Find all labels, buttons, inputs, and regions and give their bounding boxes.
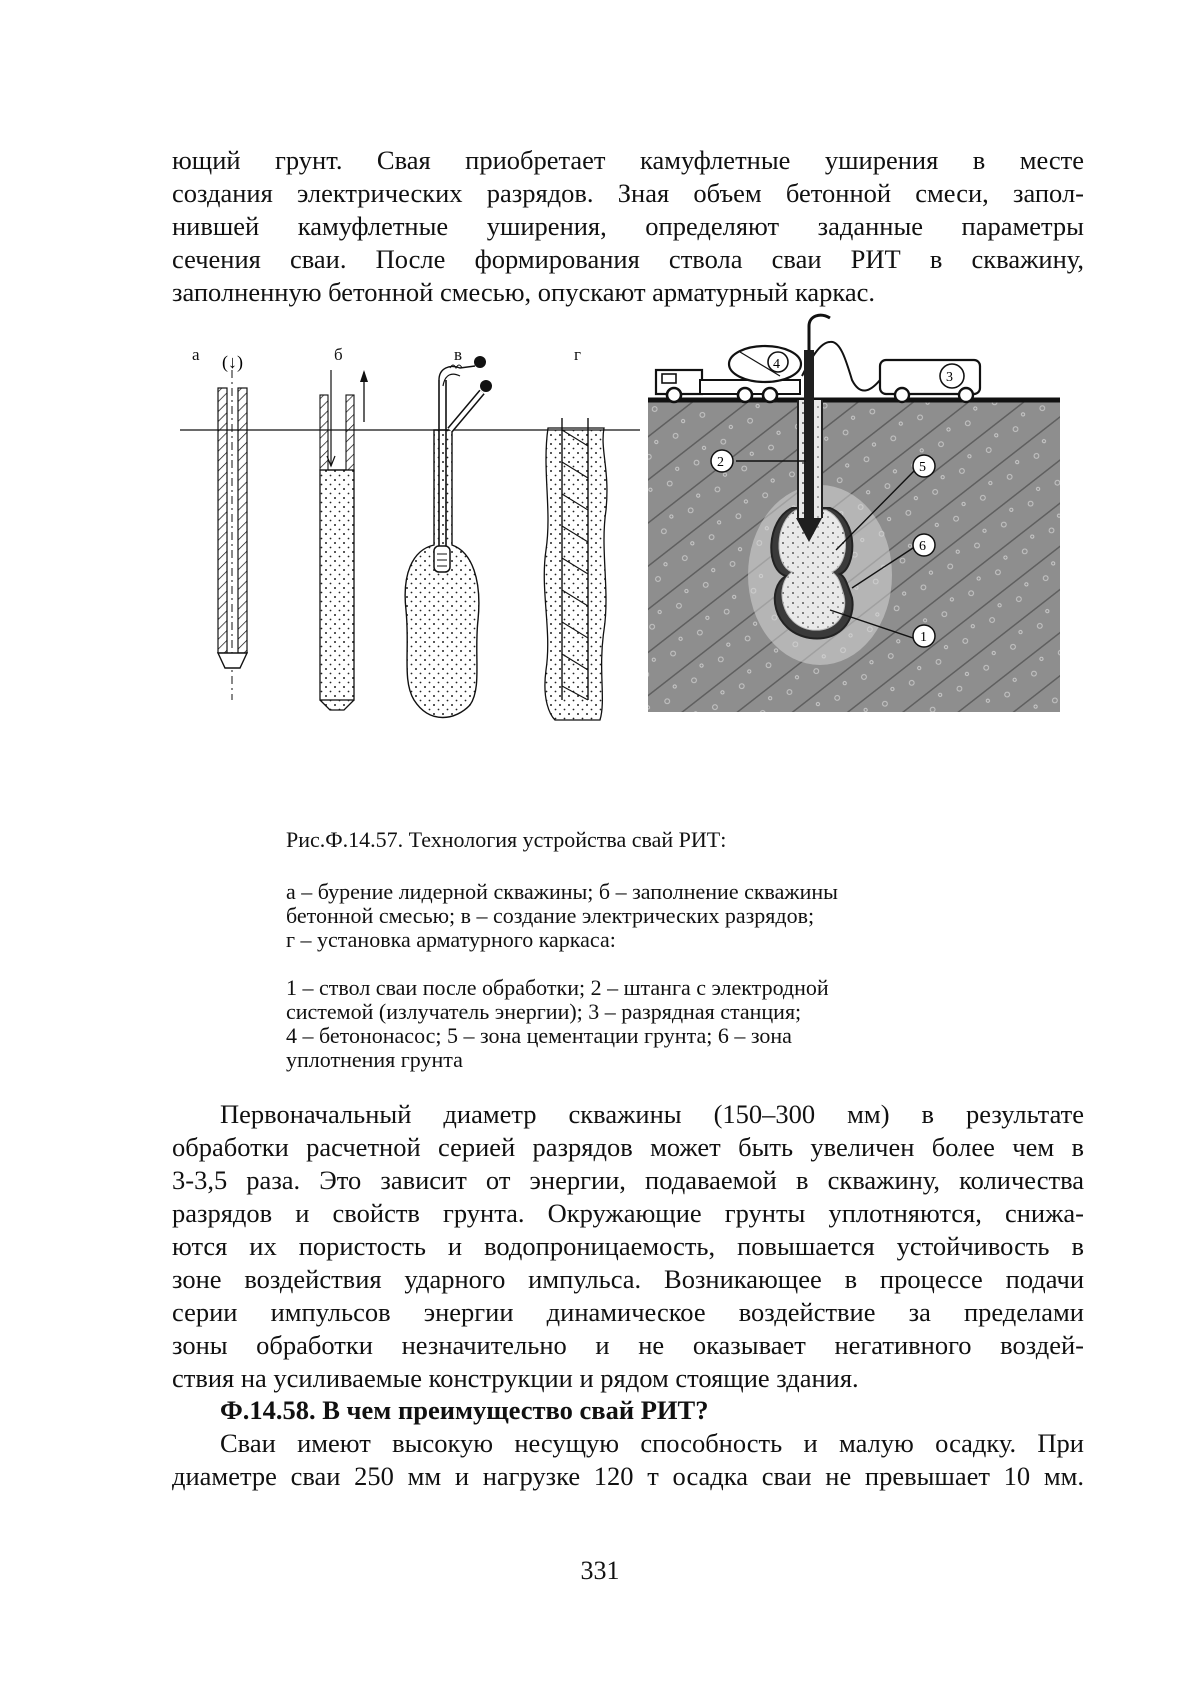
- caption-line: г – установка арматурного каркаса:: [286, 927, 616, 952]
- figure-caption-legend: [286, 976, 1006, 1072]
- text-line: зоне воздействия ударного импульса. Возникающее в процессе подачи: [172, 1264, 1084, 1294]
- page-number: 331: [580, 1556, 620, 1585]
- caption-line: 1 – ствол сваи после обработки; 2 – штанга с электродной: [286, 975, 829, 1000]
- callout-5: 5: [919, 460, 926, 475]
- callout-6: 6: [919, 539, 926, 554]
- text-line: нившей камуфлетные уширения, определяют заданные параметры: [172, 211, 1084, 241]
- text-line: заполненную бетонной смесью, опускают арматурный каркас.: [172, 277, 876, 307]
- rit-process-illustration: [648, 315, 1060, 712]
- middle-paragraph: [172, 1098, 1084, 1395]
- text-line: сечения сваи. После формирования ствола сваи РИТ в скважину,: [172, 244, 1084, 274]
- top-paragraph: [172, 144, 1084, 309]
- caption-line: бетонной смесью; в – создание электрических разрядов;: [286, 903, 815, 928]
- stage-v-discharges: [405, 356, 492, 718]
- callout-2: 2: [717, 455, 724, 470]
- text-line: диаметре сваи 250 мм и нагрузке 120 т осадка сваи не превышает 10 мм.: [172, 1461, 1084, 1491]
- figure-caption-title: Рис.Ф.14.57. Технология устройства свай РИТ:: [286, 827, 727, 852]
- text-line: ются их пористость и водопроницаемость, повышается устойчивость в: [172, 1231, 1084, 1261]
- stage-label-v: в: [454, 345, 463, 364]
- caption-line: 4 – бетононасос; 5 – зона цементации грунта; 6 – зона: [286, 1023, 792, 1048]
- text-line: разрядов и свойств грунта. Окружающие грунты уплотняются, снижа-: [172, 1198, 1084, 1228]
- stage-g-cage: [544, 418, 607, 720]
- text-line: ющий грунт. Свая приобретает камуфлетные уширения в месте: [172, 145, 1084, 175]
- text-line: Сваи имеют высокую несущую способность и малую осадку. При: [220, 1428, 1084, 1458]
- figure-caption-stages: [286, 880, 1006, 952]
- callout-1: 1: [920, 630, 927, 645]
- answer-paragraph: [172, 1427, 1084, 1493]
- caption-line: системой (излучатель энергии); 3 – разрядная станция;: [286, 999, 802, 1024]
- text-line: создания электрических разрядов. Зная объем бетонной смеси, запол-: [172, 178, 1084, 208]
- question-heading: Ф.14.58. В чем преимущество свай РИТ?: [220, 1395, 709, 1425]
- stage-a-drill: [218, 352, 247, 700]
- stage-label-b: б: [334, 345, 343, 364]
- caption-line: а – бурение лидерной скважины; б – заполнение скважины: [286, 879, 838, 904]
- stage-label-g: г: [574, 345, 581, 364]
- pile-technology-figure: [180, 352, 1060, 790]
- drill-direction-label: (↓): [222, 352, 243, 372]
- callout-3: 3: [946, 370, 953, 385]
- text-line: серии импульсов энергии динамическое воздействие за пределами: [172, 1297, 1084, 1327]
- text-line: Первоначальный диаметр скважины (150–300 мм) в результате: [220, 1099, 1084, 1129]
- text-line: зоны обработки незначительно и не оказывает негативного воздей-: [172, 1330, 1084, 1360]
- stage-b-filling: [320, 370, 368, 710]
- text-line: 3-3,5 раза. Это зависит от энергии, подаваемой в скважину, количества: [172, 1165, 1084, 1195]
- text-line: обработки расчетной серией разрядов может быть увеличен более чем в: [172, 1132, 1084, 1162]
- caption-line: уплотнения грунта: [286, 1047, 463, 1072]
- text-line: ствия на усиливаемые конструкции и рядом стоящие здания.: [172, 1363, 859, 1393]
- stage-label-a: а: [192, 345, 200, 364]
- callout-4: 4: [773, 357, 780, 372]
